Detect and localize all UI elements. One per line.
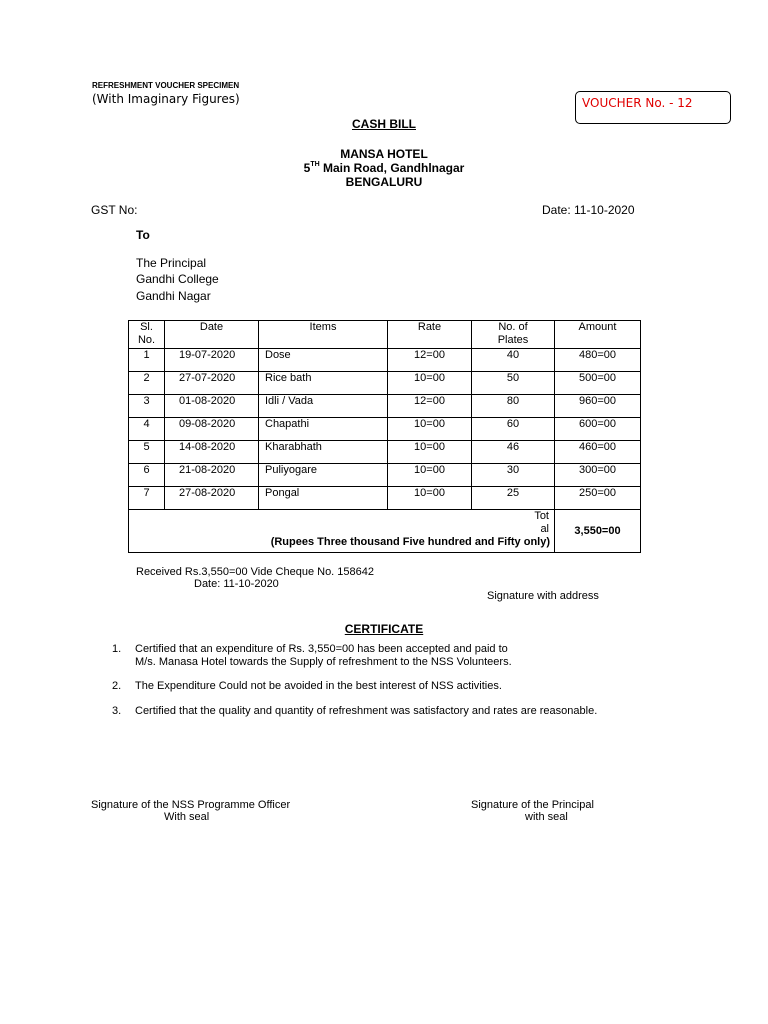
voucher-number-box: VOUCHER No. - 12 bbox=[575, 91, 731, 124]
cell-rate: 12=00 bbox=[388, 395, 472, 418]
table-row bbox=[129, 418, 641, 441]
col-header-rate: Rate bbox=[388, 321, 472, 349]
cash-bill-title: CASH BILL bbox=[352, 117, 416, 131]
certificate-item: 1. Certified that an expenditure of Rs. 3,550=00 has been accepted and paid to M/s. Manasa Hotel towards the Supply of refreshment to the NSS Volunteers. bbox=[112, 643, 512, 668]
cell-sl-no: 2 bbox=[129, 372, 165, 395]
bill-table bbox=[128, 320, 641, 553]
signature-principal: Signature of the Principal bbox=[471, 799, 594, 811]
document-title: REFRESHMENT VOUCHER SPECIMEN bbox=[92, 81, 240, 90]
cell-rate: 10=00 bbox=[388, 418, 472, 441]
cell-amount: 480=00 bbox=[555, 349, 641, 372]
received-text: Received Rs.3,550=00 Vide Cheque No. 158642 bbox=[136, 566, 374, 578]
cell-rate: 10=00 bbox=[388, 372, 472, 395]
hotel-city: BENGALURU bbox=[345, 175, 423, 189]
cell-date: 19-07-2020 bbox=[165, 349, 259, 372]
cell-item: Pongal bbox=[259, 487, 388, 510]
total-in-words: (Rupees Three thousand Five hundred and Fifty only) bbox=[270, 536, 550, 548]
cell-date: 21-08-2020 bbox=[165, 464, 259, 487]
col-header-items: Items bbox=[259, 321, 388, 349]
cell-item: Dose bbox=[259, 349, 388, 372]
cell-item: Puliyogare bbox=[259, 464, 388, 487]
gst-label: GST No: bbox=[91, 203, 138, 217]
recipient-line: Gandhi College bbox=[136, 272, 219, 286]
total-amount: 3,550=00 bbox=[555, 510, 641, 553]
cell-sl-no: 4 bbox=[129, 418, 165, 441]
vendor-signature-label: Signature with address bbox=[487, 590, 599, 602]
table-row bbox=[129, 395, 641, 418]
to-label: To bbox=[136, 228, 150, 242]
table-row bbox=[129, 441, 641, 464]
cell-plates: 30 bbox=[472, 464, 555, 487]
bill-date: Date: 11-10-2020 bbox=[542, 203, 635, 217]
cell-plates: 40 bbox=[472, 349, 555, 372]
cell-date: 27-07-2020 bbox=[165, 372, 259, 395]
hotel-address: 5TH Main Road, Gandhlnagar bbox=[303, 161, 465, 175]
hotel-name: MANSA HOTEL bbox=[340, 147, 428, 161]
signature-nss-officer-seal: With seal bbox=[164, 811, 210, 823]
total-label: Tot al bbox=[534, 510, 549, 535]
cell-amount: 300=00 bbox=[555, 464, 641, 487]
cell-rate: 12=00 bbox=[388, 349, 472, 372]
col-header-sl-no: Sl. No. bbox=[129, 321, 165, 349]
cell-item: Rice bath bbox=[259, 372, 388, 395]
cell-date: 27-08-2020 bbox=[165, 487, 259, 510]
col-header-date: Date bbox=[165, 321, 259, 349]
cell-item: Idli / Vada bbox=[259, 395, 388, 418]
recipient-line: The Principal bbox=[136, 256, 207, 270]
table-row bbox=[129, 487, 641, 510]
total-row bbox=[129, 510, 641, 553]
cell-item: Chapathi bbox=[259, 418, 388, 441]
recipient-line: Gandhi Nagar bbox=[136, 289, 211, 303]
cell-sl-no: 1 bbox=[129, 349, 165, 372]
cell-amount: 500=00 bbox=[555, 372, 641, 395]
table-row bbox=[129, 464, 641, 487]
cell-date: 09-08-2020 bbox=[165, 418, 259, 441]
cell-plates: 50 bbox=[472, 372, 555, 395]
col-header-plates: No. of Plates bbox=[472, 321, 555, 349]
col-header-amount: Amount bbox=[555, 321, 641, 349]
cell-amount: 460=00 bbox=[555, 441, 641, 464]
cell-amount: 250=00 bbox=[555, 487, 641, 510]
table-row bbox=[129, 372, 641, 395]
certificate-item: 2. The Expenditure Could not be avoided in the best interest of NSS activities. bbox=[112, 680, 502, 692]
cell-sl-no: 7 bbox=[129, 487, 165, 510]
cell-date: 14-08-2020 bbox=[165, 441, 259, 464]
document-subtitle: (With Imaginary Figures) bbox=[92, 92, 240, 106]
cell-sl-no: 5 bbox=[129, 441, 165, 464]
cell-plates: 80 bbox=[472, 395, 555, 418]
cell-rate: 10=00 bbox=[388, 487, 472, 510]
cell-plates: 60 bbox=[472, 418, 555, 441]
cell-amount: 960=00 bbox=[555, 395, 641, 418]
cell-date: 01-08-2020 bbox=[165, 395, 259, 418]
certificate-title: CERTIFICATE bbox=[344, 622, 424, 636]
signature-nss-officer: Signature of the NSS Programme Officer bbox=[91, 799, 291, 811]
certificate-item: 3. Certified that the quality and quantity of refreshment was satisfactory and rates are reasonable. bbox=[112, 705, 598, 717]
received-date: Date: 11-10-2020 bbox=[194, 578, 279, 590]
cell-rate: 10=00 bbox=[388, 464, 472, 487]
cell-sl-no: 6 bbox=[129, 464, 165, 487]
cell-rate: 10=00 bbox=[388, 441, 472, 464]
cell-plates: 25 bbox=[472, 487, 555, 510]
table-row bbox=[129, 349, 641, 372]
cell-sl-no: 3 bbox=[129, 395, 165, 418]
cell-amount: 600=00 bbox=[555, 418, 641, 441]
cell-plates: 46 bbox=[472, 441, 555, 464]
table-header-row bbox=[129, 321, 641, 349]
signature-principal-seal: with seal bbox=[525, 811, 568, 823]
cell-item: Kharabhath bbox=[259, 441, 388, 464]
